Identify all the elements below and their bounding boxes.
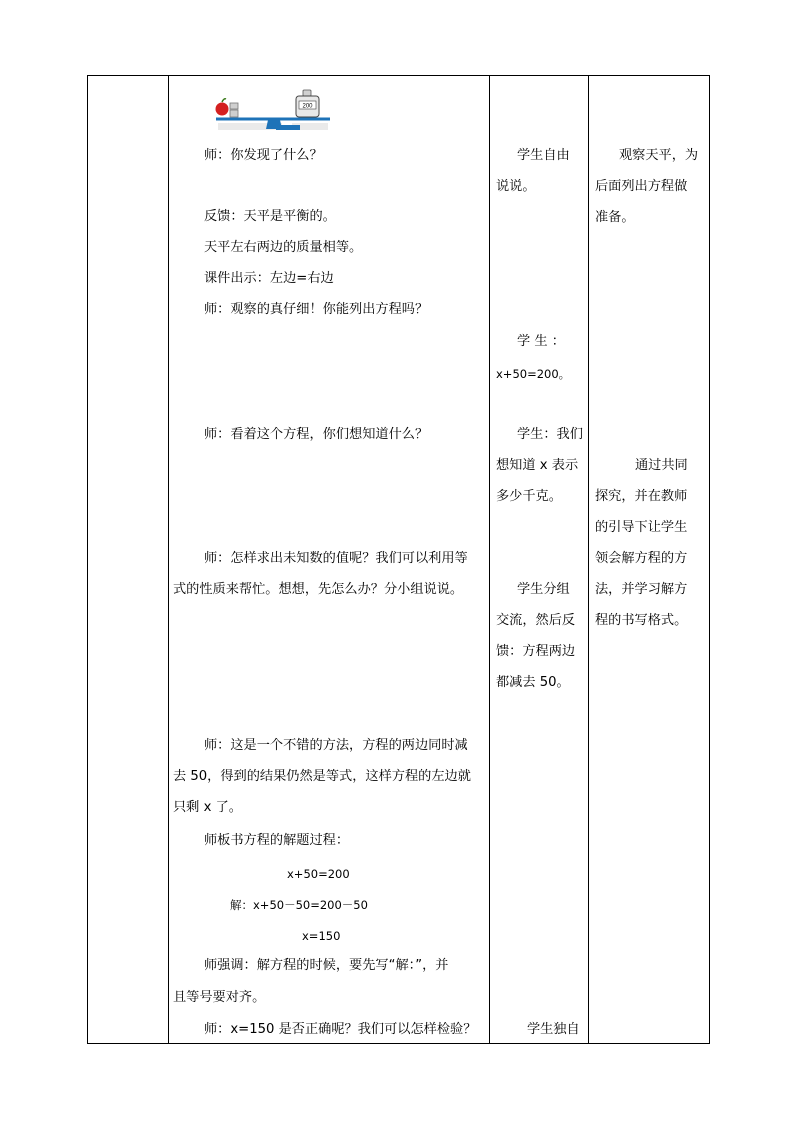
intent-line: 程的书写格式。 [595, 613, 688, 628]
teacher-activity-column [169, 76, 490, 1044]
student-activity-column [490, 76, 589, 1044]
student-line: 都减去 50。 [496, 675, 570, 690]
teacher-line: 反馈：天平是平衡的。 [204, 209, 336, 224]
teacher-line: 只剩 x 了。 [173, 800, 242, 815]
intent-line: 观察天平，为 [619, 148, 699, 163]
teacher-line: 师：观察的真仔细！你能列出方程吗？ [204, 302, 429, 317]
intent-line: 的引导下让学生 [595, 520, 688, 535]
teacher-line: 式的性质来帮忙。想想，先怎么办？分小组说说。 [173, 582, 464, 597]
equation-line: x=150 [302, 929, 341, 943]
student-line: 想知道 x 表示 [496, 458, 579, 473]
student-line: 学生自由 [517, 148, 570, 163]
teacher-line: 天平左右两边的质量相等。 [204, 240, 363, 255]
student-line: 学 生 ： [517, 334, 565, 349]
teacher-line: 师：你发现了什么？ [204, 148, 323, 163]
student-line: 交流，然后反 [496, 613, 576, 628]
teacher-line: 师强调：解方程的时候，要先写“解：”，并 [204, 958, 449, 973]
teacher-line: 且等号要对齐。 [173, 990, 266, 1005]
teacher-line: 师：这是一个不错的方法，方程的两边同时减 [204, 738, 468, 753]
student-line: 学生：我们 [517, 427, 583, 442]
student-line: 学生独自 [527, 1022, 580, 1037]
student-line: x+50=200。 [496, 367, 571, 381]
equation-line: x+50=200 [287, 867, 350, 881]
teacher-line: 师：x=150 是否正确呢？我们可以怎样检验？ [204, 1022, 477, 1037]
teacher-line: 师：看着这个方程，你们想知道什么？ [204, 427, 429, 442]
intent-line: 通过共同 [635, 458, 688, 473]
teacher-line: 去 50，得到的结果仍然是等式，这样方程的左边就 [173, 769, 471, 784]
intent-line: 领会解方程的方 [595, 551, 688, 566]
teacher-line: 课件出示：左边=右边 [204, 271, 334, 286]
teacher-line: 师：怎样求出未知数的值呢？我们可以利用等 [204, 551, 468, 566]
student-line: 说说。 [496, 179, 536, 194]
teacher-line: 师板书方程的解题过程： [204, 833, 350, 848]
design-intent-column [589, 76, 710, 1044]
intent-line: 探究，并在教师 [595, 489, 688, 504]
equation-line: 解：x+50－50=200－50 [230, 898, 368, 912]
stage-column [88, 76, 169, 1044]
weight-label: 200 [302, 103, 313, 110]
intent-line: 后面列出方程做 [595, 179, 688, 194]
intent-line: 准备。 [595, 210, 635, 225]
balance-scale-image [204, 82, 344, 132]
lesson-plan-table [87, 75, 710, 1044]
student-line: 学生分组 [517, 582, 570, 597]
student-line: 多少千克。 [496, 489, 562, 504]
intent-line: 法，并学习解方 [595, 582, 688, 597]
student-line: 馈：方程两边 [496, 644, 576, 659]
